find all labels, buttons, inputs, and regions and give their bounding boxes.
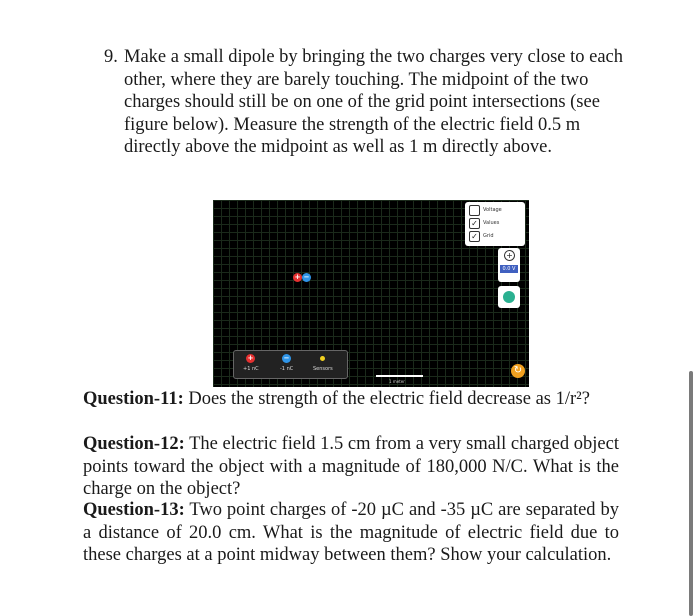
values-label: Values bbox=[483, 220, 500, 226]
tape-icon bbox=[503, 291, 515, 303]
scale-ruler bbox=[376, 375, 423, 377]
negative-charge-source[interactable]: − bbox=[283, 354, 290, 362]
ruler-label: 1 meter bbox=[389, 379, 405, 384]
crosshair-icon: + bbox=[504, 250, 515, 261]
sensors-label: Sensors bbox=[313, 366, 333, 372]
question-11 bbox=[83, 388, 619, 411]
negative-charge[interactable]: − bbox=[303, 273, 310, 281]
positive-charge[interactable]: + bbox=[294, 273, 301, 281]
charges-fields-simulation[interactable] bbox=[213, 200, 529, 387]
scrollbar[interactable] bbox=[689, 371, 693, 616]
grid-checkbox[interactable]: ✓ bbox=[469, 231, 480, 242]
voltmeter-tool[interactable] bbox=[498, 248, 520, 282]
voltage-label: Voltage bbox=[483, 207, 502, 213]
question-11-label: Question-11: bbox=[83, 389, 184, 409]
positive-charge-label: +1 nC bbox=[243, 366, 259, 372]
positive-charge-source[interactable]: + bbox=[247, 354, 254, 362]
question-9-text: Make a small dipole by bringing the two charges very close to each other, where they are barely touching. The midpoint of the two charges should still be on one of the grid point intersections (see figure below). Measure the strength of the electric field 0.5 m directly above the midpoint as well as 1 m directly above. bbox=[124, 47, 624, 157]
reset-button[interactable]: ↻ bbox=[511, 364, 525, 378]
negative-charge-label: -1 nC bbox=[280, 366, 294, 372]
question-13-text: Two point charges of -20 µC and -35 µC are separated by a distance of 20.0 cm. What is the magnitude of electric field due to these charges at a point midway between them? Show your calculation. bbox=[83, 500, 619, 565]
values-checkbox[interactable]: ✓ bbox=[469, 218, 480, 229]
options-panel bbox=[465, 202, 525, 246]
question-9 bbox=[104, 46, 624, 159]
question-13 bbox=[83, 499, 619, 567]
charge-tray bbox=[233, 350, 348, 379]
question-11-text: Does the strength of the electric field decrease as 1/r²? bbox=[183, 389, 590, 409]
question-9-number: 9. bbox=[104, 47, 118, 67]
sensor-source[interactable] bbox=[320, 356, 325, 361]
question-12 bbox=[83, 433, 619, 501]
measuring-tape-tool[interactable] bbox=[498, 286, 520, 308]
question-12-text: The electric field 1.5 cm from a very small charged object points toward the object with a magnitude of 180,000 N/C. What is the charge on the object? bbox=[83, 434, 619, 499]
voltage-readout: 0.0 V bbox=[500, 265, 518, 273]
question-12-label: Question-12: bbox=[83, 434, 185, 454]
grid-label: Grid bbox=[483, 233, 494, 239]
voltage-checkbox[interactable] bbox=[469, 205, 480, 216]
question-13-label: Question-13: bbox=[83, 500, 185, 520]
